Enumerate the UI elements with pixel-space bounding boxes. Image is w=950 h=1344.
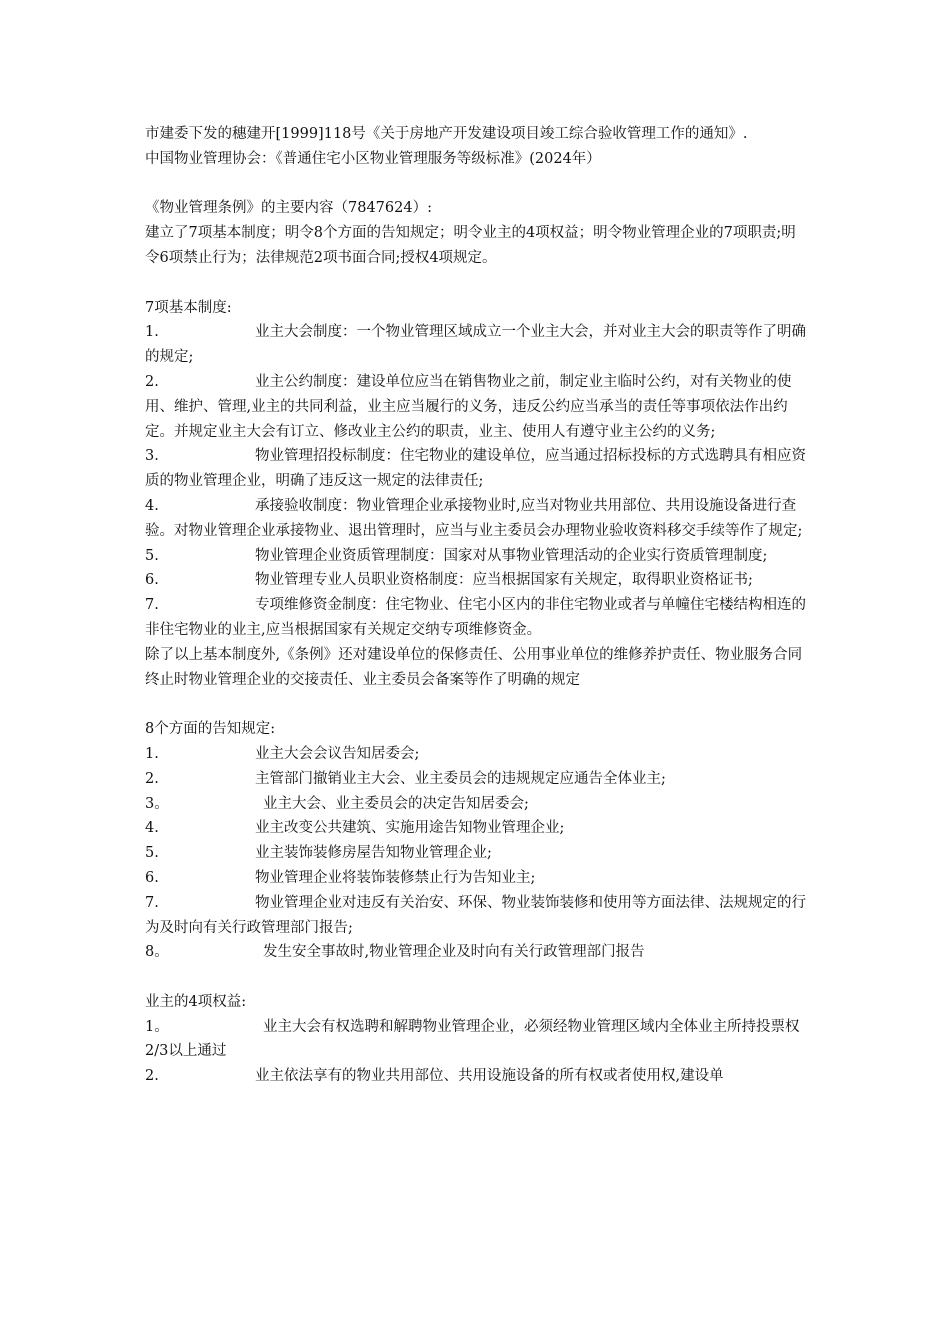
list-item <box>145 841 810 866</box>
item-number: 6. <box>145 869 159 886</box>
spacer <box>145 692 810 717</box>
list-item <box>145 494 810 544</box>
main-summary: 建立了7项基本制度；明令8个方面的告知规定；明令业主的4项权益；明令物业管理企业的7项职责;明令6项禁止行为；法律规范2项书面合同;授权4项规定。 <box>145 225 796 266</box>
item-text: 物业管理企业对违反有关治安、环保、物业装饰装修和使用等方面法律、法规规定的行为及时向有关行政管理部门报告; <box>145 894 806 936</box>
list-item <box>145 940 810 965</box>
item-number: 3。 <box>145 795 169 812</box>
spacer <box>145 965 810 990</box>
item-number: 1. <box>145 745 159 762</box>
section1-list <box>145 320 810 642</box>
item-number: 6. <box>145 572 159 589</box>
intro-line-2: 中国物业管理协会：《普通住宅小区物业管理服务等级标准》(2024年） <box>145 150 601 167</box>
section2-list <box>145 742 810 965</box>
list-item <box>145 568 810 593</box>
item-text: 业主大会有权选聘和解聘物业管理企业，必须经物业管理区域内全体业主所持投票权2/3以上通过 <box>145 1018 800 1060</box>
item-number: 2. <box>145 770 159 787</box>
section2-heading: 8个方面的告知规定: <box>145 721 276 738</box>
item-text: 业主公约制度：建设单位应当在销售物业之前，制定业主临时公约，对有关物业的使用、维护、管理,业主的共同利益，业主应当履行的义务，违反公约应当承当的责任等事项依法作出约定。并规定业主大会有订立、修改业主公约的职责，业主、使用人有遵守业主公约的义务; <box>145 373 792 440</box>
list-item <box>145 370 810 444</box>
list-item <box>145 816 810 841</box>
main-heading: 《物业管理条例》的主要内容（7847624）: <box>145 200 432 217</box>
list-item <box>145 1015 810 1065</box>
item-number: 5. <box>145 845 159 862</box>
item-text: 物业管理企业将装饰装修禁止行为告知业主; <box>255 869 536 886</box>
item-number: 4. <box>145 497 159 514</box>
item-number: 1。 <box>145 1018 169 1035</box>
item-number: 1. <box>145 324 159 341</box>
section1-closing: 除了以上基本制度外,《条例》还对建设单位的保修责任、公用事业单位的维修养护责任、物业服务合同终止时物业管理企业的交接责任、业主委员会备案等作了明确的规定 <box>145 646 803 688</box>
section1-heading: 7项基本制度: <box>145 299 232 316</box>
section3-list <box>145 1015 810 1089</box>
item-number: 2. <box>145 373 159 390</box>
item-number: 4. <box>145 820 159 837</box>
item-text: 业主改变公共建筑、实施用途告知物业管理企业; <box>255 820 565 837</box>
item-number: 3. <box>145 448 159 465</box>
list-item <box>145 891 810 941</box>
list-item <box>145 444 810 494</box>
spacer <box>145 172 810 197</box>
item-text: 发生安全事故时,物业管理企业及时向有关行政管理部门报告 <box>263 944 645 961</box>
list-item <box>145 544 810 569</box>
list-item <box>145 593 810 643</box>
item-number: 7. <box>145 597 159 614</box>
item-text: 物业管理企业资质管理制度：国家对从事物业管理活动的企业实行资质管理制度; <box>255 547 768 564</box>
list-item <box>145 320 810 370</box>
list-item <box>145 767 810 792</box>
item-number: 5. <box>145 547 159 564</box>
item-text: 业主依法享有的物业共用部位、共用设施设备的所有权或者使用权,建设单 <box>255 1068 724 1085</box>
list-item <box>145 742 810 767</box>
item-text: 物业管理专业人员职业资格制度：应当根据国家有关规定，取得职业资格证书; <box>255 572 753 589</box>
list-item <box>145 1064 810 1089</box>
item-text: 承接验收制度：物业管理企业承接物业时,应当对物业共用部位、共用设施设备进行查验。对物业管理企业承接物业、退出管理时，应当与业主委员会办理物业验收资料移交手续等作了规定; <box>145 497 803 539</box>
spacer <box>145 271 810 296</box>
item-text: 业主大会会议告知居委会; <box>255 745 420 762</box>
item-text: 业主装饰装修房屋告知物业管理企业; <box>255 845 492 862</box>
item-text: 主管部门撤销业主大会、业主委员会的违规规定应通告全体业主; <box>255 770 666 787</box>
section3-heading: 业主的4项权益: <box>145 993 247 1010</box>
list-item <box>145 866 810 891</box>
item-text: 物业管理招投标制度：住宅物业的建设单位，应当通过招标投标的方式选聘具有相应资质的物业管理企业，明确了违反这一规定的法律责任; <box>145 448 806 490</box>
item-text: 业主大会、业主委员会的决定告知居委会; <box>263 795 529 812</box>
item-text: 专项维修资金制度：住宅物业、住宅小区内的非住宅物业或者与单幢住宅楼结构相连的非住宅物业的业主,应当根据国家有关规定交纳专项维修资金。 <box>145 597 806 638</box>
item-number: 7. <box>145 894 159 911</box>
intro-line-1: 市建委下发的穗建开[1999]118号《关于房地产开发建设项目竣工综合验收管理工作的通知》. <box>145 126 748 142</box>
item-number: 8。 <box>145 944 169 961</box>
document-body <box>145 122 810 1089</box>
item-number: 2. <box>145 1068 159 1085</box>
item-text: 业主大会制度：一个物业管理区域成立一个业主大会，并对业主大会的职责等作了明确的规定; <box>145 324 806 366</box>
list-item <box>145 792 810 817</box>
